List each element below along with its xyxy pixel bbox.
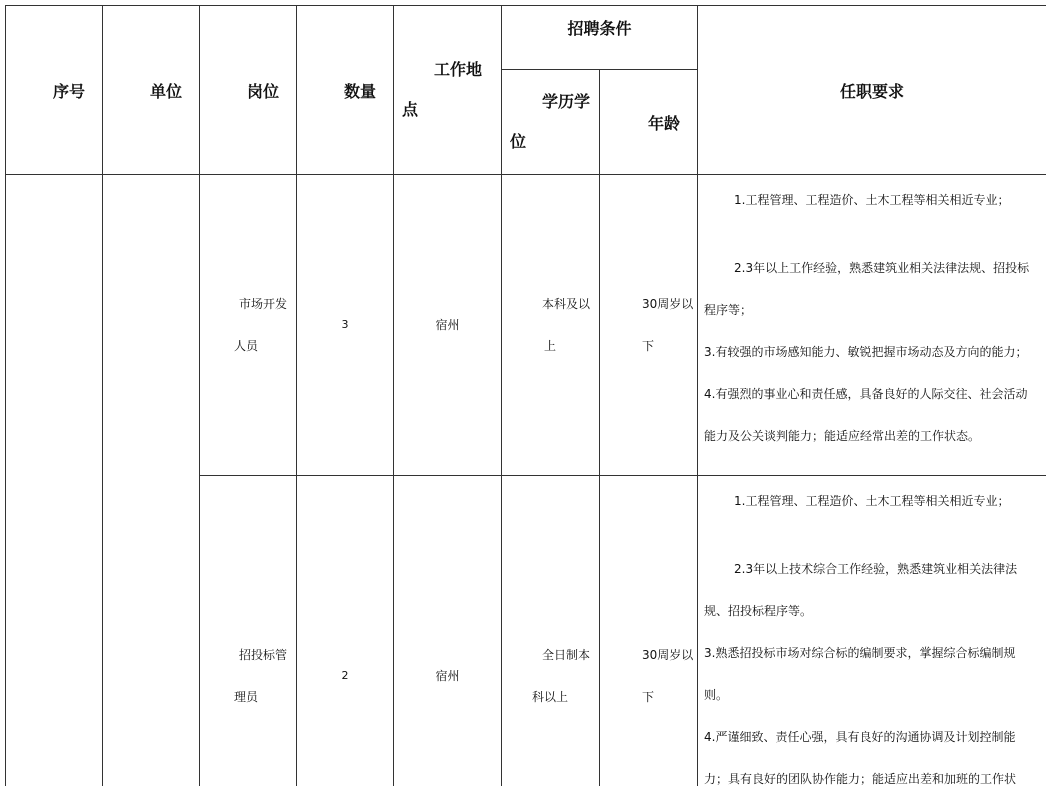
- header-education: [502, 70, 600, 175]
- requirement-item-cont: 规、招投标程序等。: [704, 604, 813, 618]
- education-cell: [502, 476, 600, 786]
- education-cell: [502, 175, 600, 476]
- age-line1: 30周岁以: [642, 647, 694, 662]
- count-cell: 2: [297, 476, 394, 786]
- age-line2: 下: [642, 689, 655, 704]
- header-requirements: 任职要求: [698, 6, 1046, 175]
- post-line2: 理员: [234, 689, 259, 704]
- requirement-item: 2.3年以上工作经验，熟悉建筑业相关法律法规、招投标: [734, 261, 1030, 275]
- requirement-item: 4.有强烈的事业心和责任感，具备良好的人际交往、社会活动: [704, 387, 1028, 401]
- header-conditions: 招聘条件: [502, 6, 698, 70]
- header-count: 数量: [297, 6, 394, 175]
- requirement-item-cont: 力；具有良好的团队协作能力；能适应出差和加班的工作状: [704, 772, 1017, 786]
- age-line2: 下: [642, 339, 655, 353]
- post-line1: 市场开发: [239, 297, 288, 311]
- location-cell: 宿州: [394, 175, 502, 476]
- post-cell: [200, 175, 297, 476]
- unit-cell: [103, 175, 200, 786]
- education-line2: 科以上: [532, 689, 569, 704]
- header-post: 岗位: [200, 6, 297, 175]
- requirement-item: 1.工程管理、工程造价、土木工程等相关相近专业；: [734, 193, 1010, 207]
- recruitment-table: [5, 5, 1046, 786]
- header-unit: 单位: [103, 6, 200, 175]
- header-education-line1: 学历学: [542, 92, 591, 111]
- requirement-item: 4.严谨细致、责任心强，具有良好的沟通协调及计划控制能: [704, 730, 1016, 744]
- page: [5, 5, 1046, 786]
- post-line1: 招投标管: [239, 647, 288, 662]
- post-line2: 人员: [234, 339, 259, 353]
- count-cell: 3: [297, 175, 394, 476]
- header-location: [394, 6, 502, 175]
- education-line1: 全日制本: [542, 647, 591, 662]
- seq-cell: [6, 175, 103, 786]
- requirement-item-cont: 能力及公关谈判能力；能适应经常出差的工作状态。: [704, 429, 981, 443]
- requirements-cell: [698, 175, 1046, 476]
- education-line2: 上: [544, 339, 557, 353]
- requirement-item-cont: 则。: [704, 688, 729, 702]
- location-cell: 宿州: [394, 476, 502, 786]
- age-line1: 30周岁以: [642, 297, 694, 311]
- requirements-cell: [698, 476, 1046, 786]
- header-seq: 序号: [6, 6, 103, 175]
- header-location-line1: 工作地: [434, 60, 483, 79]
- education-line1: 本科及以: [542, 297, 591, 311]
- requirement-item: 3.熟悉招投标市场对综合标的编制要求，掌握综合标编制规: [704, 646, 1016, 660]
- header-location-line2: 点: [402, 100, 419, 119]
- requirement-item: 1.工程管理、工程造价、土木工程等相关相近专业；: [734, 494, 1010, 508]
- age-cell: [600, 175, 698, 476]
- requirement-item: 2.3年以上技术综合工作经验，熟悉建筑业相关法律法: [734, 562, 1018, 576]
- post-cell: [200, 476, 297, 786]
- header-age: 年龄: [600, 70, 698, 175]
- header-education-line2: 位: [510, 132, 527, 151]
- requirement-item-cont: 程序等；: [704, 303, 753, 317]
- age-cell: [600, 476, 698, 786]
- table-row: [6, 175, 1047, 476]
- requirement-item: 3.有较强的市场感知能力、敏锐把握市场动态及方向的能力；: [704, 345, 1028, 359]
